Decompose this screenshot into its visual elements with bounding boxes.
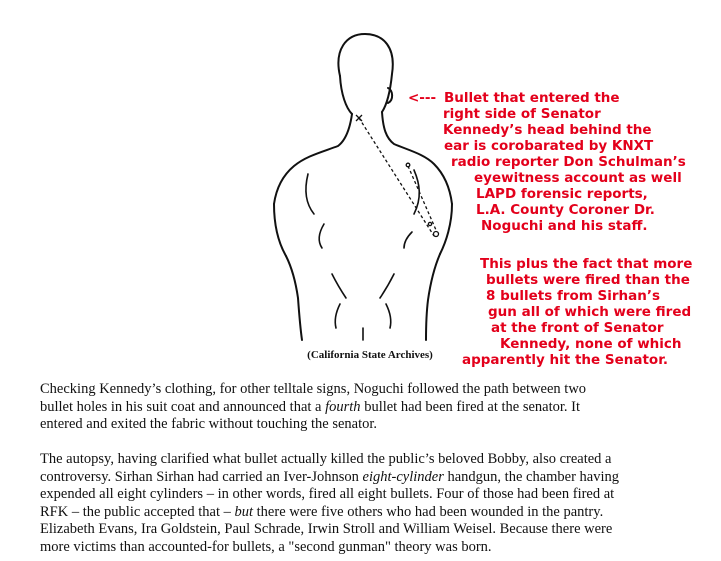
exit-mark (434, 232, 439, 237)
paragraph-1 (40, 381, 700, 434)
annotation-line: bullets were fired than the (486, 272, 690, 288)
paragraph-line: RFK – the public accepted that – but there were five others who had been wounded in the pantry. (40, 503, 604, 520)
emphasis: but (234, 503, 254, 520)
paragraph-line: bullet holes in his suit coat and announced that a fourth bullet had been fired at the senator. It (40, 398, 580, 415)
left-shoulder (274, 114, 352, 204)
annotation-line: gun all of which were fired (488, 304, 692, 320)
paragraph-2 (40, 451, 700, 557)
annotation-line: ear is corobarated by KNXT (444, 138, 654, 154)
annotation-line: Kennedy’s head behind the (443, 122, 652, 138)
torso-illustration (262, 28, 462, 343)
annotation-line: Bullet that entered the (444, 90, 620, 106)
right-shoulder (382, 112, 452, 204)
annotation-line: right side of Senator (443, 106, 601, 122)
paragraph-line: more victims than accounted-for bullets, a "second gunman" theory was born. (40, 538, 492, 555)
head-outline (338, 34, 392, 112)
entry-mark (356, 115, 362, 121)
figure-caption: (California State Archives) (307, 349, 433, 361)
paragraph-line: controversy. Sirhan Sirhan had carried an Iver-Johnson eight-cylinder handgun, the chamber having (40, 468, 620, 485)
annotation-line: Kennedy, none of which (500, 336, 682, 352)
annotation-arrow: <--- (408, 90, 437, 106)
emphasis: fourth (325, 398, 361, 415)
paragraph-line: The autopsy, having clarified what bullet actually killed the public’s beloved Bobby, also created a (40, 451, 612, 467)
emphasis: eight-cylinder (362, 468, 444, 485)
annotation-line: LAPD forensic reports, (476, 186, 648, 202)
bullet-trajectory (359, 118, 436, 236)
annotation-line: apparently hit the Senator. (462, 352, 669, 368)
paragraph-line: Elizabeth Evans, Ira Goldstein, Paul Schrade, Irwin Stroll and William Weisel. Because there were (40, 521, 613, 538)
back-torso-diagram (262, 28, 462, 343)
annotation-line: Noguchi and his staff. (481, 218, 648, 234)
paragraph-line: expended all eight cylinders – in other words, fired all eight bullets. Four of those had been fired at (40, 486, 615, 503)
paragraph-line: entered and exited the fabric without touching the senator. (40, 416, 378, 433)
annotation-line: L.A. County Coroner Dr. (476, 202, 655, 218)
annotation-line: 8 bullets from Sirhan’s (486, 288, 661, 304)
annotation-line: at the front of Senator (491, 320, 664, 336)
paragraph-line: Checking Kennedy’s clothing, for other telltale signs, Noguchi followed the path between two (40, 381, 587, 397)
annotation-line: radio reporter Don Schulman’s (451, 154, 686, 170)
annotation-line: eyewitness account as well (474, 170, 682, 186)
annotation-line: This plus the fact that more (480, 256, 693, 272)
